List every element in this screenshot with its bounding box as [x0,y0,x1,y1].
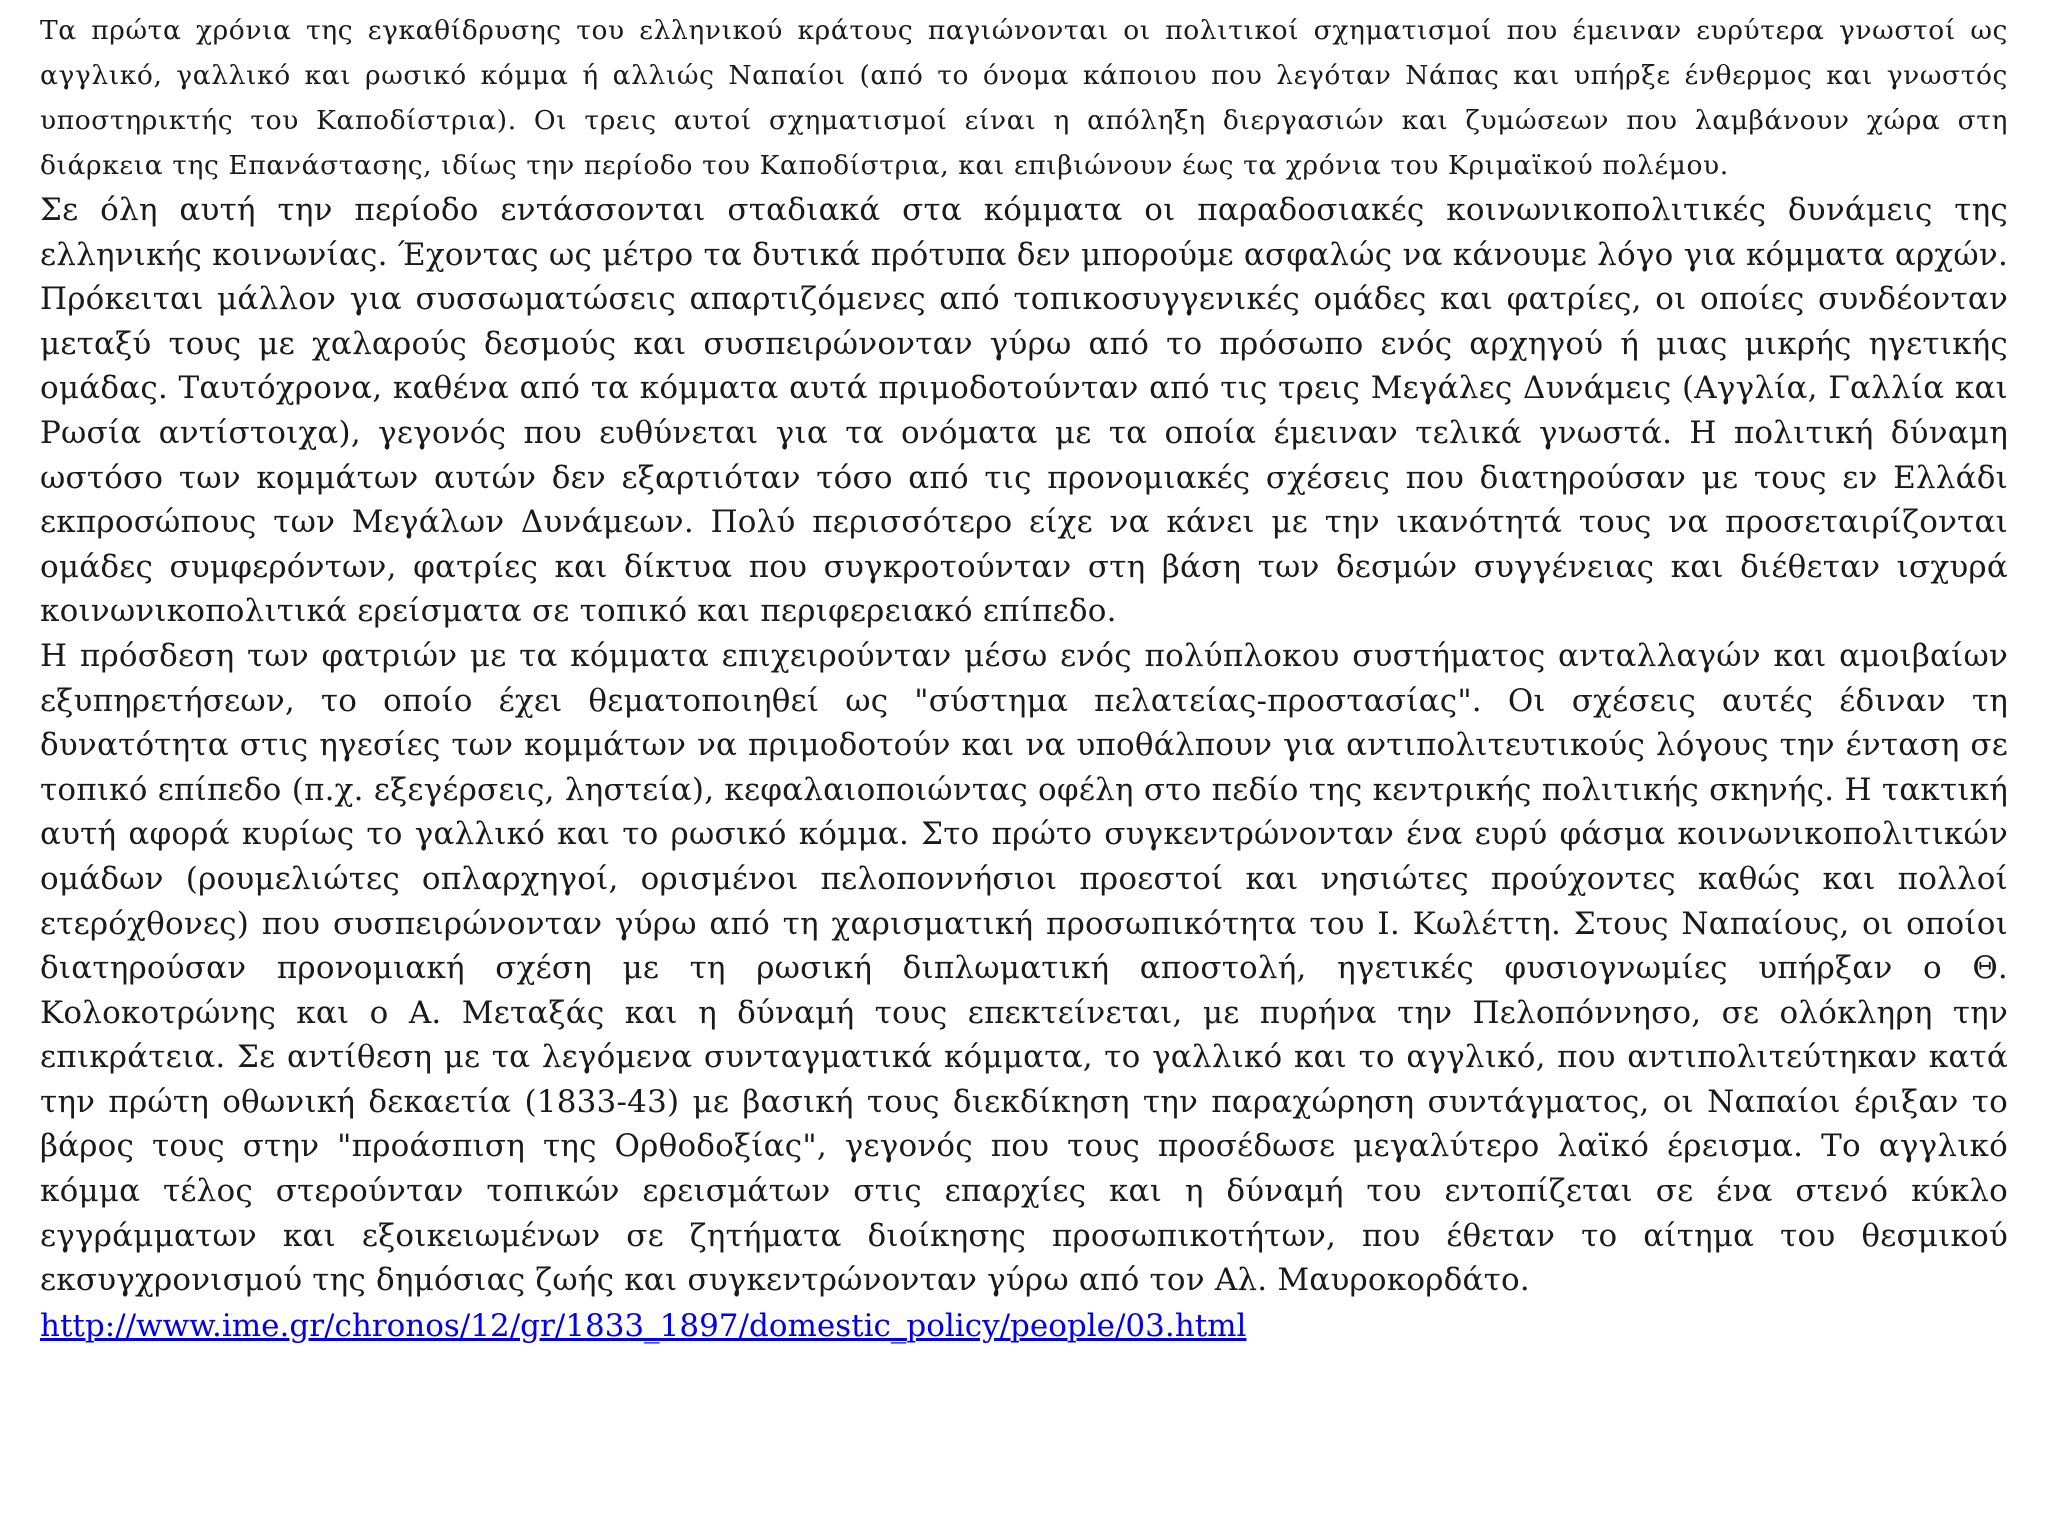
document-page [40,8,2008,1349]
source-link[interactable]: http://www.ime.gr/chronos/12/gr/1833_1897/domestic_policy/people/03.html [40,1307,1247,1344]
body-paragraph-parties: Σε όλη αυτή την περίοδο εντάσσονται σταδιακά στα κόμματα οι παραδοσιακές κοινωνικοπολιτικές δυνάμεις της ελληνικής κοινωνίας. Έχοντας ως μέτρο τα δυτικά πρότυπα δεν μπορούμε ασφαλώς να κάνουμε λόγο για κόμματα αρχών. Πρόκειται μάλλον για συσσωματώσεις απαρτιζόμενες από τοπικοσυγγενικές ομάδες και φατρίες, οι οποίες συνδέονταν μεταξύ τους με χαλαρούς δεσμούς και συσπειρώνονταν γύρω από το πρόσωπο ενός αρχηγού ή μιας μικρής ηγετικής ομάδας. Ταυτόχρονα, καθένα από τα κόμματα αυτά πριμοδοτούνταν από τις τρεις Μεγάλες Δυνάμεις (Αγγλία, Γαλλία και Ρωσία αντίστοιχα), γεγονός που ευθύνεται για τα ονόματα με τα οποία έμειναν τελικά γνωστά. Η πολιτική δύναμη ωστόσο των κομμάτων αυτών δεν εξαρτιόταν τόσο από τις προνομιακές σχέσεις που διατηρούσαν με τους εν Ελλάδι εκπροσώπους των Μεγάλων Δυνάμεων. Πολύ περισσότερο είχε να κάνει με την ικανότητά τους να προσεταιρίζονται ομάδες συμφερόντων, φατρίες και δίκτυα που συγκροτούνταν στη βάση των δεσμών συγγένειας και διέθεταν ισχυρά κοινωνικοπολιτικά ερείσματα σε τοπικό και περιφερειακό επίπεδο. [40,192,2008,630]
intro-paragraph: Τα πρώτα χρόνια της εγκαθίδρυσης του ελληνικού κράτους παγιώνονται οι πολιτικοί σχηματισμοί που έμειναν ευρύτερα γνωστοί ως αγγλικό, γαλλικό και ρωσικό κόμμα ή αλλιώς Ναπαίοι (από το όνομα κάποιου που λεγόταν Νάπας και υπήρξε ένθερμος και γνωστός υποστηρικτής του Καποδίστρια). Οι τρεις αυτοί σχηματισμοί είναι η απόληξη διεργασιών και ζυμώσεων που λαμβάνουν χώρα στη διάρκεια της Επανάστασης, ιδίως την περίοδο του Καποδίστρια, και επιβιώνουν έως τα χρόνια του Κριμαϊκού πολέμου. [40,15,2008,181]
body-paragraph-factions: Η πρόσδεση των φατριών με τα κόμματα επιχειρούνταν μέσω ενός πολύπλοκου συστήματος ανταλλαγών και αμοιβαίων εξυπηρετήσεων, το οποίο έχει θεματοποιηθεί ως "σύστημα πελατείας-προστασίας". Οι σχέσεις αυτές έδιναν τη δυνατότητα στις ηγεσίες των κομμάτων να πριμοδοτούν και να υποθάλπουν για αντιπολιτευτικούς λόγους την ένταση σε τοπικό επίπεδο (π.χ. εξεγέρσεις, ληστεία), κεφαλαιοποιώντας οφέλη στο πεδίο της κεντρικής πολιτικής σκηνής. Η τακτική αυτή αφορά κυρίως το γαλλικό και το ρωσικό κόμμα. Στο πρώτο συγκεντρώνονταν ένα ευρύ φάσμα κοινωνικοπολιτικών ομάδων (ρουμελιώτες οπλαρχηγοί, ορισμένοι πελοποννήσιοι προεστοί και νησιώτες προύχοντες καθώς και πολλοί ετερόχθονες) που συσπειρώνονταν γύρω από τη χαρισματική προσωπικότητα του Ι. Κωλέττη. Στους Ναπαίους, οι οποίοι διατηρούσαν προνομιακή σχέση με τη ρωσική διπλωματική αποστολή, ηγετικές φυσιογνωμίες υπήρξαν ο Θ. Κολοκοτρώνης και ο Α. Μεταξάς και η δύναμή τους επεκτείνεται, με πυρήνα την Πελοπόννησο, σε ολόκληρη την επικράτεια. Σε αντίθεση με τα λεγόμενα συνταγματικά κόμματα, το γαλλικό και το αγγλικό, που αντιπολιτεύτηκαν κατά την πρώτη οθωνική δεκαετία (1833-43) με βασική τους διεκδίκηση την παραχώρηση συντάγματος, οι Ναπαίοι έριξαν το βάρος τους στην "προάσπιση της Ορθοδοξίας", γεγονός που τους προσέδωσε μεγαλύτερο λαϊκό έρεισμα. Το αγγλικό κόμμα τέλος στερούνταν τοπικών ερεισμάτων στις επαρχίες και η δύναμή του εντοπίζεται σε ένα στενό κύκλο εγγράμματων και εξοικειωμένων σε ζητήματα διοίκησης προσωπικοτήτων, που έθεταν το αίτημα του θεσμικού εκσυγχρονισμού της δημόσιας ζωής και συγκεντρώνονταν γύρω από τον Αλ. Μαυροκορδάτο. [40,637,2008,1299]
